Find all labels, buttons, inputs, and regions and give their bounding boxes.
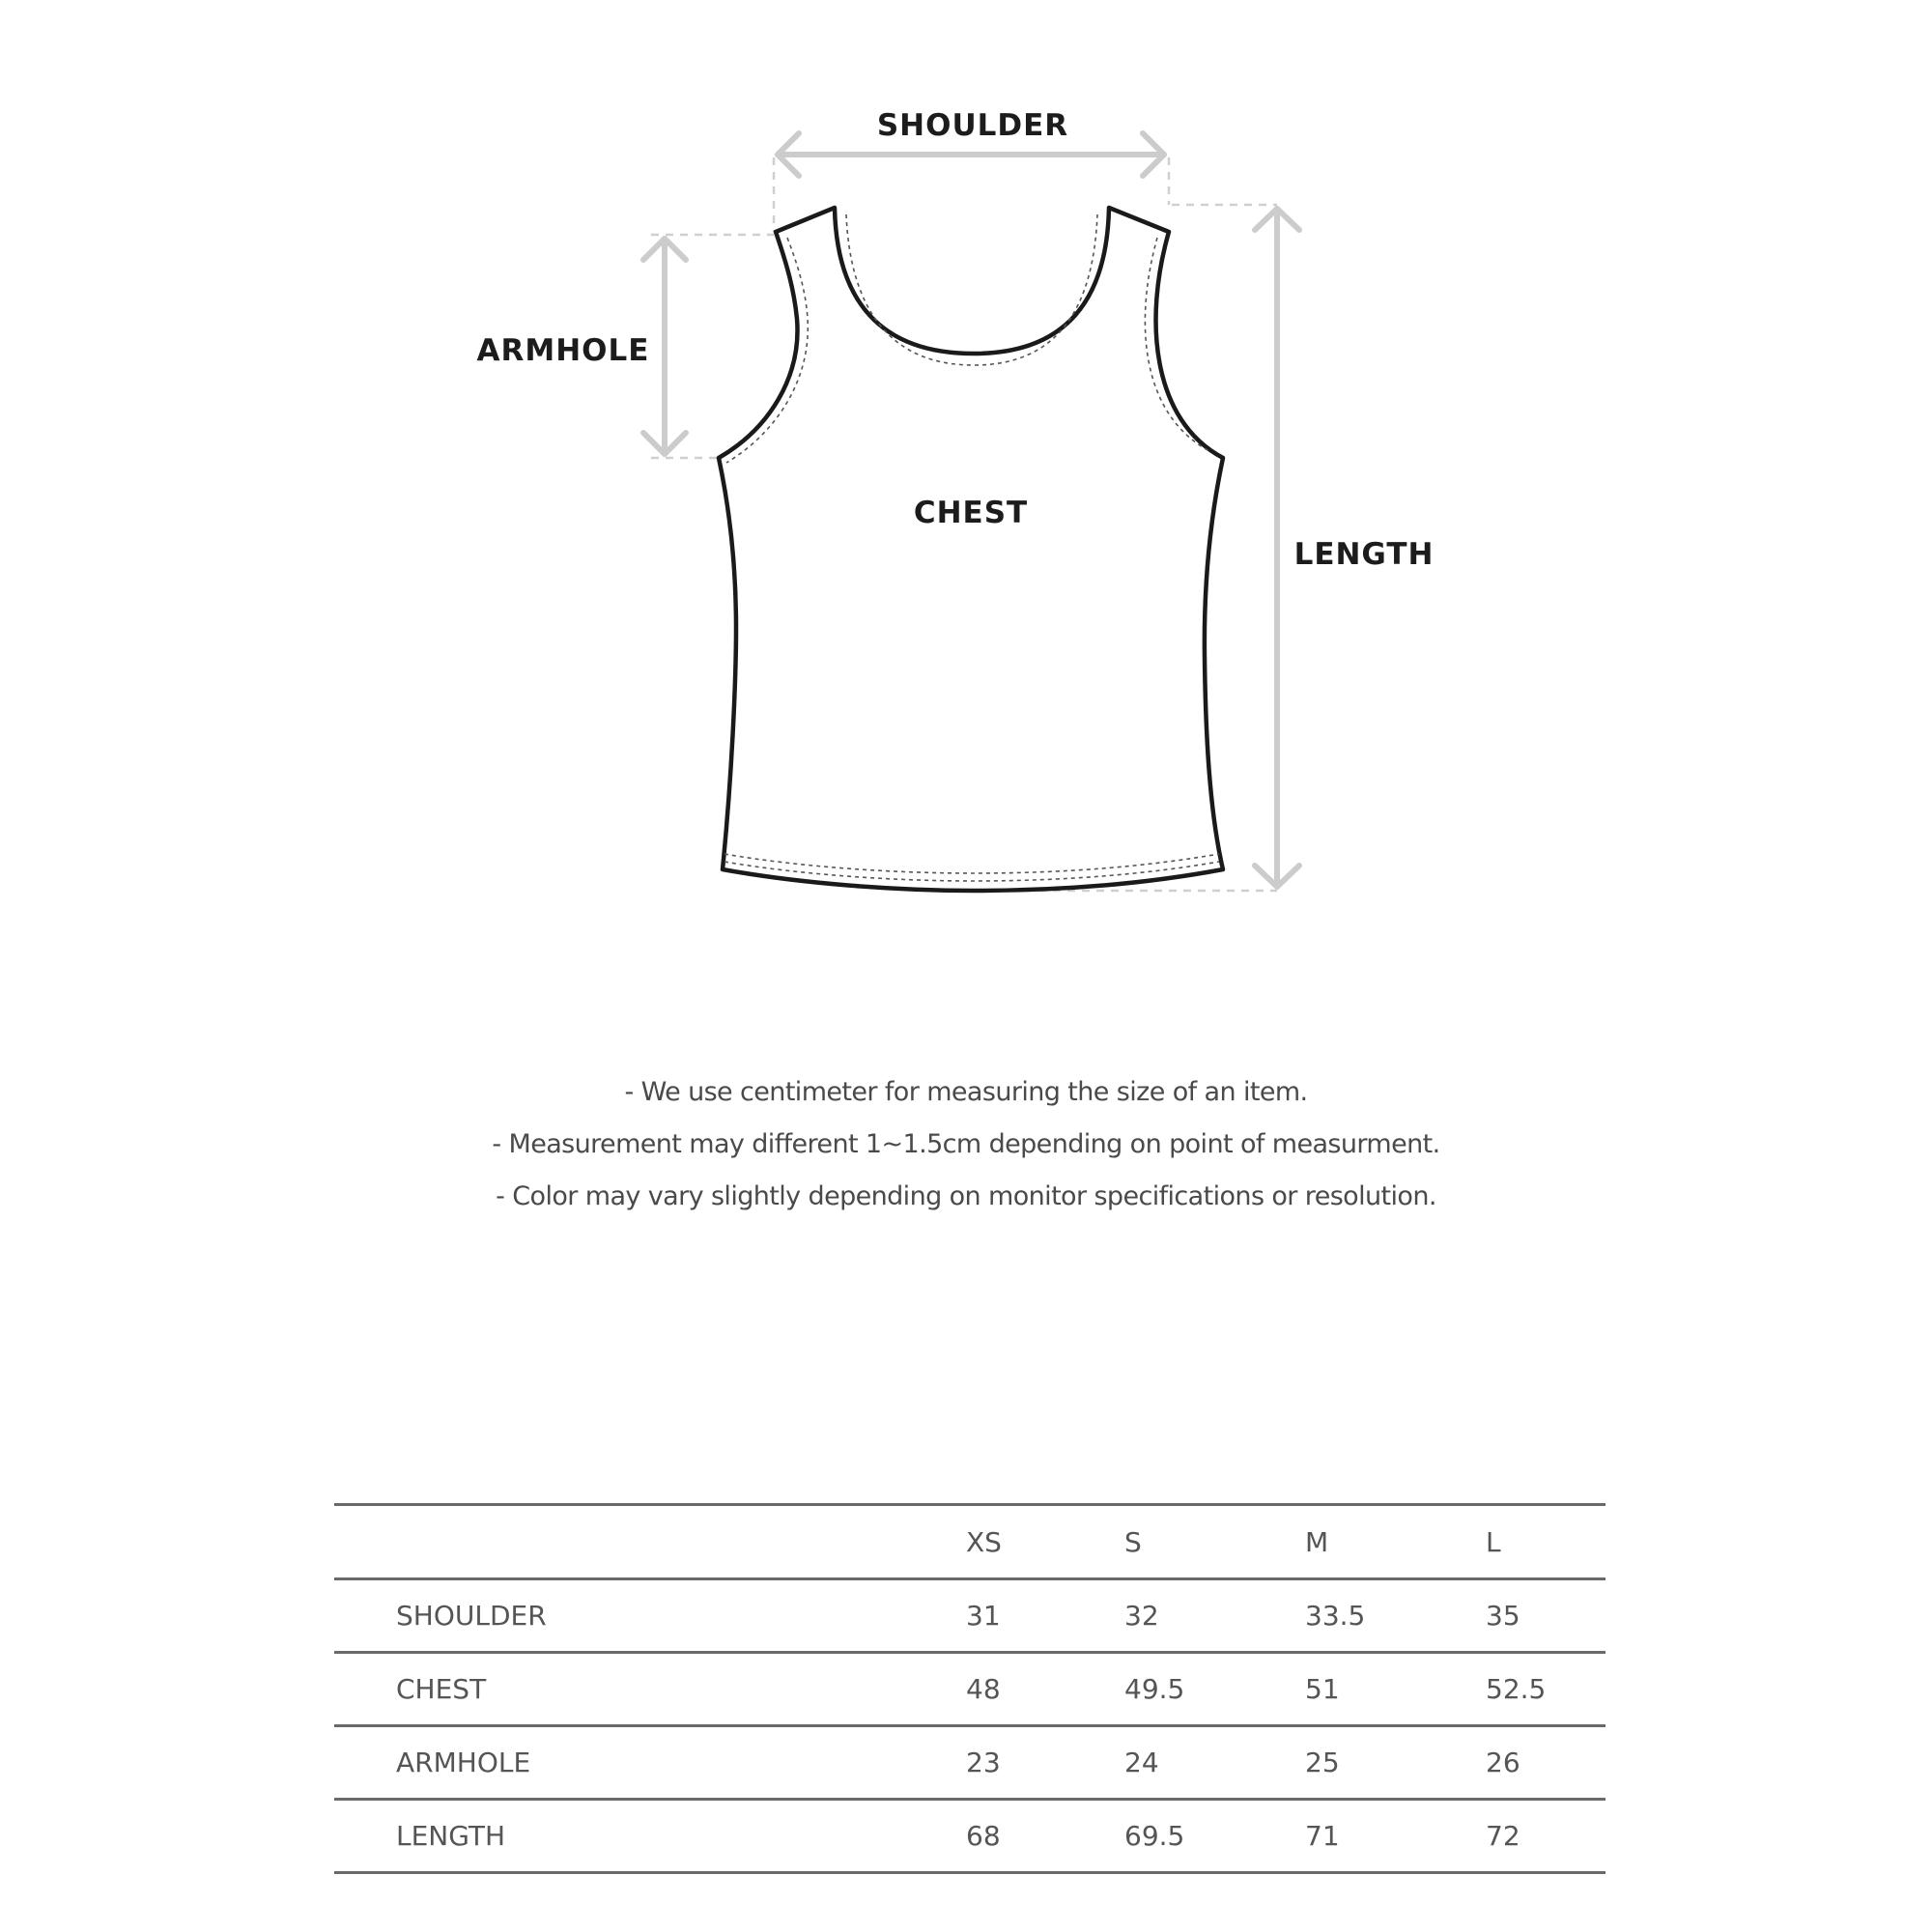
table-cell: 52.5 — [1486, 1673, 1547, 1705]
header-cell-m: M — [1305, 1525, 1329, 1558]
length-label: LENGTH — [1293, 537, 1435, 572]
table-cell: 72 — [1486, 1820, 1520, 1852]
chest-label: CHEST — [913, 496, 1029, 530]
note-line: - Color may vary slightly depending on monitor specifications or resolution. — [496, 1181, 1436, 1211]
row-label: LENGTH — [396, 1820, 506, 1852]
header-cell-s: S — [1124, 1525, 1142, 1558]
table-cell: 31 — [966, 1600, 1001, 1632]
table-cell: 71 — [1305, 1820, 1340, 1852]
table-row-armhole — [334, 1726, 1605, 1800]
table-cell: 33.5 — [1305, 1600, 1366, 1632]
table-cell: 48 — [966, 1673, 1001, 1705]
size-chart-table — [334, 1503, 1605, 1874]
table-cell: 24 — [1124, 1747, 1159, 1778]
table-cell: 25 — [1305, 1747, 1340, 1778]
table-cell: 51 — [1305, 1673, 1340, 1705]
shoulder-label: SHOULDER — [876, 108, 1069, 143]
table-header-row — [334, 1505, 1605, 1579]
table-cell: 26 — [1486, 1747, 1520, 1778]
table-cell: 23 — [966, 1747, 1001, 1778]
table-row-length — [334, 1800, 1605, 1873]
tank-top-outline — [719, 208, 1223, 891]
row-label: ARMHOLE — [396, 1747, 531, 1778]
armhole-arrow — [643, 239, 686, 454]
row-label: SHOULDER — [396, 1600, 547, 1632]
note-line: - We use centimeter for measuring the size of an item. — [624, 1077, 1308, 1107]
row-label: CHEST — [396, 1673, 487, 1705]
table-cell: 69.5 — [1124, 1820, 1185, 1852]
armhole-label: ARMHOLE — [476, 333, 650, 368]
table-cell: 35 — [1486, 1600, 1520, 1632]
table-cell: 49.5 — [1124, 1673, 1185, 1705]
table-cell: 32 — [1124, 1600, 1159, 1632]
header-cell-xs: XS — [966, 1525, 1002, 1558]
header-cell-l: L — [1486, 1525, 1501, 1558]
length-arrow — [1255, 209, 1299, 887]
note-line: - Measurement may different 1~1.5cm depending on point of measurment. — [492, 1129, 1440, 1159]
table-row-chest — [334, 1653, 1605, 1726]
measurement-notes — [0, 1066, 1932, 1223]
header-cell-empty — [334, 1505, 966, 1579]
table-cell: 68 — [966, 1820, 1001, 1852]
table-row-shoulder — [334, 1579, 1605, 1653]
